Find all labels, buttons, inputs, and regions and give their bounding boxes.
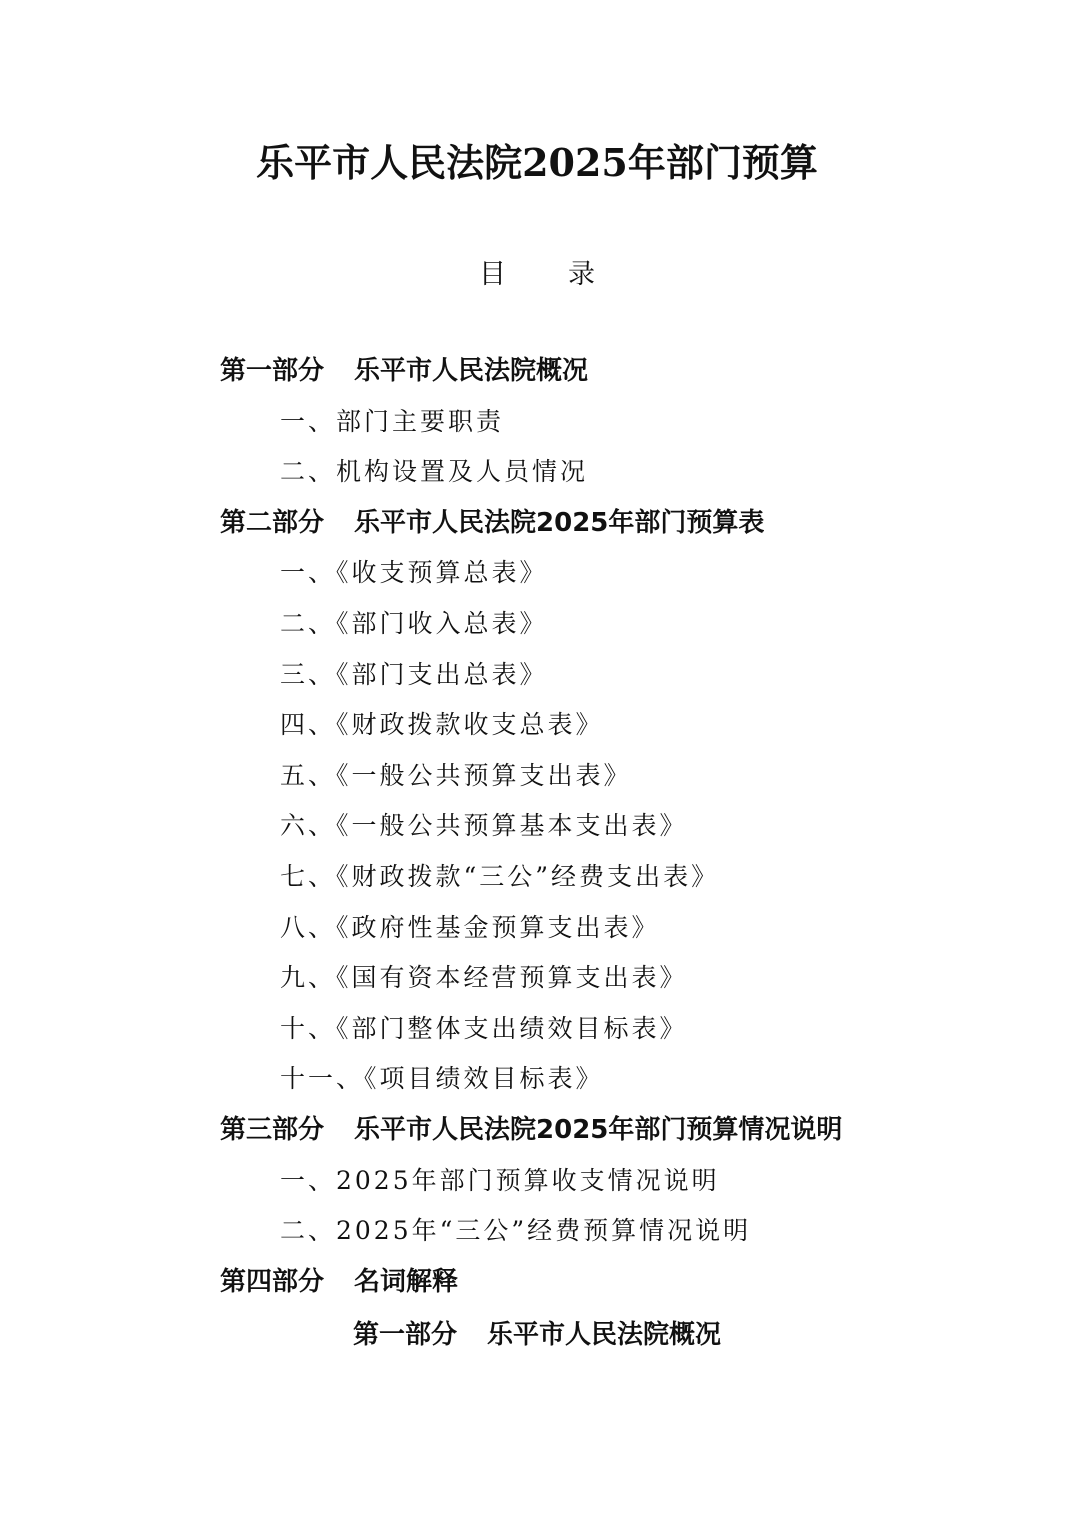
toc-item: 六、《一般公共预算基本支出表》 bbox=[280, 811, 688, 841]
toc-part-title: 乐平市人民法院2025年部门预算情况说明 bbox=[354, 1114, 843, 1145]
toc-item: 九、《国有资本经营预算支出表》 bbox=[280, 963, 688, 993]
toc-item: 三、《部门支出总表》 bbox=[280, 659, 548, 689]
toc-part-number: 第四部分 bbox=[220, 1266, 325, 1297]
toc-part-title: 乐平市人民法院2025年部门预算表 bbox=[354, 507, 765, 538]
toc-heading-char: 目 bbox=[479, 259, 506, 290]
toc-item: 二、机构设置及人员情况 bbox=[280, 457, 589, 487]
toc-item: 十、《部门整体支出绩效目标表》 bbox=[280, 1013, 688, 1043]
toc-part-4 bbox=[0, 1257, 1074, 1308]
toc-part-2 bbox=[0, 498, 1074, 549]
toc-part-number: 第二部分 bbox=[220, 507, 325, 538]
section-title: 乐平市人民法院概况 bbox=[487, 1320, 722, 1350]
toc-part-title: 乐平市人民法院概况 bbox=[354, 356, 589, 386]
toc-heading bbox=[0, 252, 1074, 291]
toc-item: 一、2025年部门预算收支情况说明 bbox=[280, 1165, 720, 1195]
toc-item: 八、《政府性基金预算支出表》 bbox=[280, 912, 660, 942]
section-heading bbox=[0, 1314, 1074, 1351]
toc-item: 二、《部门收入总表》 bbox=[280, 608, 548, 638]
toc-item: 五、《一般公共预算支出表》 bbox=[280, 760, 632, 790]
toc-part-title: 名词解释 bbox=[354, 1266, 459, 1297]
toc-item: 十一、《项目绩效目标表》 bbox=[280, 1064, 604, 1094]
toc-part-1 bbox=[0, 346, 1074, 397]
toc-item: 四、《财政拨款收支总表》 bbox=[280, 710, 604, 740]
toc-part-3 bbox=[0, 1105, 1074, 1156]
table-of-contents bbox=[0, 346, 1074, 1307]
toc-item: 二、2025年“三公”经费预算情况说明 bbox=[280, 1216, 752, 1246]
toc-item: 一、《收支预算总表》 bbox=[280, 558, 548, 588]
section-number: 第一部分 bbox=[352, 1320, 457, 1350]
toc-part-number: 第一部分 bbox=[220, 356, 325, 386]
toc-heading-char: 录 bbox=[568, 259, 595, 290]
toc-item: 一、部门主要职责 bbox=[280, 406, 505, 436]
document-title: 乐平市人民法院2025年部门预算 bbox=[256, 140, 818, 185]
toc-item: 七、《财政拨款“三公”经费支出表》 bbox=[280, 861, 720, 891]
toc-part-number: 第三部分 bbox=[220, 1114, 325, 1145]
